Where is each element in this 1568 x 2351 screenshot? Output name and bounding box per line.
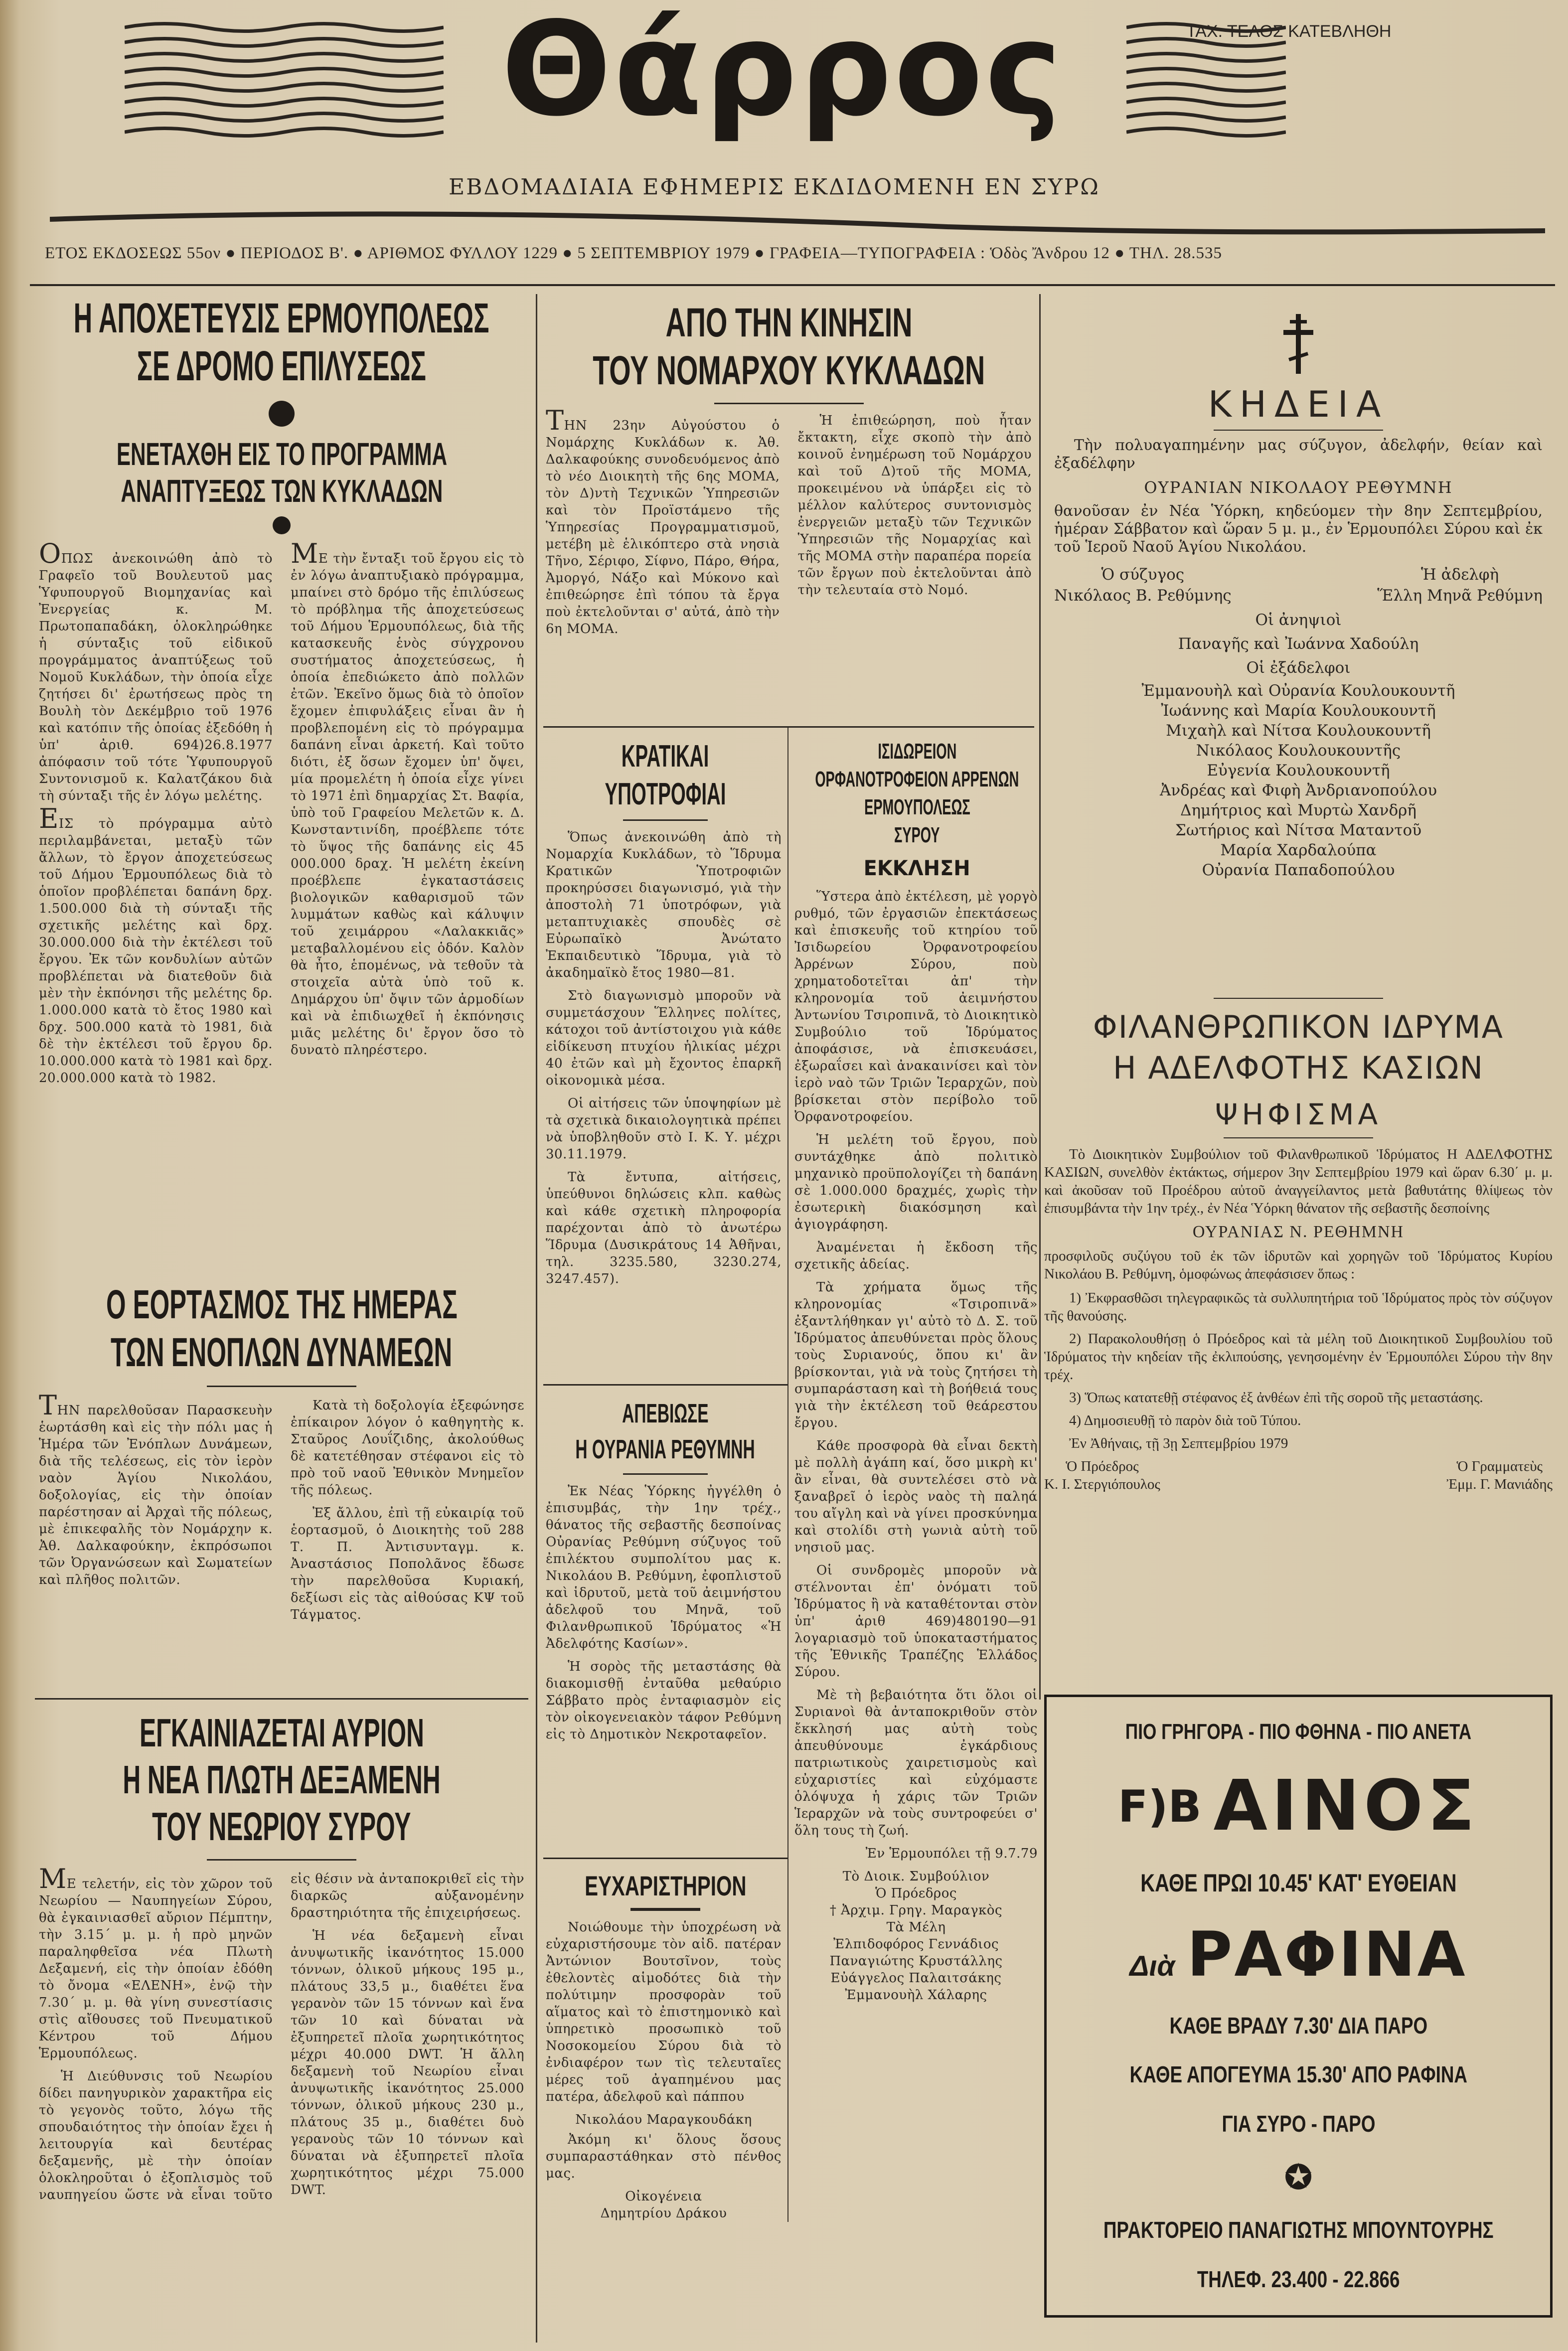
subhead-line: ΕΝΕΤΑΧΘΗ ΕΙΣ ΤΟ ΠΡΟΓΡΑΜΜΑ bbox=[116, 436, 447, 472]
subhead: ΕΚΚΛΗΣΗ bbox=[863, 856, 971, 880]
cousin: Ἀνδρέας καὶ Φιφὴ Ἀνδριανοπούλου bbox=[1159, 782, 1437, 799]
divider bbox=[623, 1473, 708, 1475]
signature: Ἐμμανουὴλ Χάλαρης bbox=[845, 1988, 987, 2003]
article-orphanage-appeal bbox=[787, 728, 1040, 2222]
masthead-rule bbox=[50, 207, 1545, 237]
divider bbox=[543, 1858, 787, 1859]
paragraph: ΜΕ τελετήν, εἰς τὸν χῶρον τοῦ Νεωρίου — Ναυπηγείων Σύρου, θὰ ἐγκαινιασθεῖ αὔριον Πέμπτην, τὴν 3.15΄ μ. μ. ἡ πρὸ μηνῶν παραληφθεῖσα νέα Πλωτὴ Δεξαμενή, εἰς τὴν ὁποίαν ἐδόθη τὸ ὄνομα «ΕΛΕΝΗ», ἐνῷ τὴν 7.30΄ μ. μ. θὰ γίνη συνεστίασις στὶς αἴθουσες τοῦ Πνευματικοῦ Κέντρου τοῦ Δήμου Ἑρμουπόλεως. bbox=[39, 1863, 273, 2061]
headline-line: ΙΣΙΔΩΡΕΙΟΝ bbox=[878, 739, 956, 764]
resolution-subhead: ΨΗΦΙΣΜΑ bbox=[1215, 1097, 1382, 1131]
divider bbox=[543, 1384, 787, 1386]
paragraph: Οἱ αἰτήσεις τῶν ὑποψηφίων μὲ τὰ σχετικὰ δικαιολογητικὰ πρέπει νὰ ὑποβληθοῦν στὸ Ι. Κ. Υ. μέχρι 30.11.1979. bbox=[546, 1096, 782, 1162]
nephews-names: Παναγῆς καὶ Ἰωάννα Χαδούλη bbox=[1178, 635, 1419, 653]
paragraph: Νοιώθουμε τὴν ὑποχρέωση νὰ εὐχαριστήσουμε τὸν αἰδ. πατέραν Ἀντώνιον Βουτσῖνον, τοὺς ἐθελοντὲς αἱμοδότες διὰ τὴν πολύτιμην προσφορὰν τοῦ αἵματος καὶ τὸ ἐπιστημονικὸ καὶ ὑπηρετικὸ προσωπικὸ τοῦ Νοσοκομείου Σύρου διὰ τὸ ἐνδιαφέρον των τὶς τελευταῖες μέρες τοῦ ἀγαπημένου μας πατέρα, ἀδελφοῦ καὶ πάππου bbox=[546, 1920, 782, 2104]
resolution-text: προσφιλοῦς συζύγου τοῦ ἐκ τῶν ἱδρυτῶν καὶ χορηγῶν τοῦ Ἱδρύματος Κυρίου Νικολάου Β. Ρεθύμνη, ὁμοφώνως ἀπεφάσισεν ὅπως : bbox=[1044, 1248, 1553, 1282]
signature: Ἐλπιδοφόρος Γεννάδιος bbox=[833, 1937, 999, 1952]
deceased-name: ΟΥΡΑΝΙΑΝ ΝΙΚΟΛΑΟΥ ΡΕΘΥΜΝΗ bbox=[1144, 478, 1453, 497]
signature: Οἰκογένεια bbox=[625, 2189, 702, 2204]
headline-line: ΤΟΥ ΝΕΩΡΙΟΥ ΣΥΡΟΥ bbox=[152, 1804, 411, 1849]
deceased-name: Νικολάου Μαραγκουδάκη bbox=[575, 2112, 752, 2127]
paragraph: Ἡ σορὸς τῆς μεταστάσης θὰ διακομισθῇ ἐνταῦθα μεθαύριο Σάββατο πρὸς ἐνταφιασμὸν εἰς τὸν οἰκογενειακὸν τάφον Ρεθύμνη εἰς τὸ Δημοτικὸν Νεκροταφεῖον. bbox=[546, 1659, 782, 1742]
headline-line: ΦΙΛΑΝΘΡΩΠΙΚΟΝ ΙΔΡΥΜΑ bbox=[1093, 1009, 1504, 1045]
column-divider bbox=[536, 294, 537, 2343]
nephews-label: Οἱ ἀνηψιοὶ bbox=[1255, 611, 1342, 629]
resolution-item: 1) Ἐκφρασθῶσι τηλεγραφικῶς τὰ συλλυπητήρια τοῦ Ἱδρύματος πρὸς τὸν σύζυγον τῆς θανούσης. bbox=[1044, 1290, 1553, 1324]
paragraph: Ἡ ἐπιθεώρηση, ποὺ ἦταν ἔκτακτη, εἶχε σκοπὸ τὴν ἀπὸ κοινοῦ ἐνημέρωση τοῦ Νομάρχου καὶ τοῦ Δ)τοῦ τῆς ΜΟΜΑ, προκειμένου νὰ ὑπάρξει εἰς τὸ μέλλον καλύτερος συντονισμὸς ἐνεργειῶν μεταξὺ τῶν Τεχνικῶν Ὑπηρεσιῶν τῆς Νομαρχίας καὶ τῆς ΜΟΜΑ στὴν παραπέρα πορεία τῶν ἔργων ποὺ ἐκτελοῦνται ἀπὸ τὴν τελευταία στὸ Νομό. bbox=[797, 413, 1032, 598]
ad-schedule: ΓΙΑ ΣΥΡΟ - ΠΑΡΟ bbox=[1222, 2111, 1375, 2137]
divider bbox=[1214, 998, 1383, 999]
headline-line: ΤΟΥ ΝΟΜΑΡΧΟΥ ΚΥΚΛΑΔΩΝ bbox=[592, 348, 985, 393]
paragraph: Κάθε προσφορὰ θὰ εἶναι δεκτὴ μὲ πολλὴ ἀγάπη καί, ὅσο μικρὴ κι' ἂν εἶναι, θὰ συντελέσει στὸ νὰ ξαναβρεῖ ὁ ἱερὸς ναὸς τὴ παληά του αἴγλη καὶ νὰ γίνει προσκύνημα καὶ στολίδι στὴ γωνιὰ αὐτὴ τοῦ νησιοῦ μας. bbox=[794, 1438, 1038, 1555]
ship-name: ΑΙΝΟΣ bbox=[1213, 1765, 1479, 1847]
funeral-notice bbox=[1044, 314, 1553, 1007]
ad-schedule: ΚΑΘΕ ΑΠΟΓΕΥΜΑ 15.30' ΑΠΟ ΡΑΦΙΝΑ bbox=[1129, 2061, 1467, 2088]
resolution-item: 3) Ὅπως κατατεθῇ στέφανος ἐξ ἀνθέων ἐπὶ τῆς σοροῦ τῆς μεταστάσης. bbox=[1069, 1390, 1483, 1406]
ad-schedule: ΚΑΘΕ ΠΡΩΙ 10.45' ΚΑΤ' ΕΥΘΕΙΑΝ bbox=[1140, 1869, 1457, 1897]
article-armed-forces-day bbox=[35, 1281, 528, 1710]
cousin: Ἐμμανουὴλ καὶ Οὐρανία Κουλουκουντῆ bbox=[1141, 682, 1455, 700]
president-label: Ὁ Πρόεδρος bbox=[1066, 1458, 1139, 1474]
headline: ΕΥΧΑΡΙΣΤΗΡΙΟΝ bbox=[584, 1870, 747, 1901]
masthead-wave-left-icon bbox=[125, 20, 444, 145]
divider bbox=[1224, 1137, 1373, 1138]
spouse-name: Νικόλαος Β. Ρεθύμνης bbox=[1054, 587, 1232, 605]
paragraph: Ἡ Διεύθυνσις τοῦ Νεωρίου δίδει πανηγυρικὸν χαρακτῆρα εἰς τὸ γεγονὸς τοῦτο, λόγω τῆς σπουδαιότητος τὴν ὁποίαν ἔχει ἡ λειτουργία καὶ δευτέρας δεξαμενῆς, μὲ τὴν ὁποίαν ὁλοκληροῦται ὁ ἐξοπλισμὸς τοῦ ναυπηγείου ὥστε νὰ εἶναι τοῦτο εἰς θέσιν νὰ ἀνταποκριθεῖ εἰς τὴν διαρκῶς αὐξανομένην δραστηριότητα τῆς ἐπιχειρήσεως. bbox=[39, 1872, 524, 2202]
resolution-date: Ἐν Ἀθήναις, τῇ 3ῃ Σεπτεμβρίου 1979 bbox=[1069, 1435, 1288, 1451]
spouse-label: Ὁ σύζυγος bbox=[1101, 566, 1185, 584]
article-thanks bbox=[543, 1869, 787, 2222]
company-logo: F)B bbox=[1118, 1780, 1202, 1832]
newspaper-title: Θάρρος bbox=[501, 0, 1064, 145]
article-sewage bbox=[35, 294, 528, 1281]
secretary-label: Ὁ Γραμματεὺς bbox=[1456, 1458, 1543, 1474]
headline-line: Η ΑΔΕΛΦΟΤΗΣ ΚΑΣΙΩΝ bbox=[1112, 1050, 1484, 1086]
signature: Εὐάγγελος Παλαιτσάκης bbox=[830, 1971, 1002, 1986]
headline-line: ΟΡΦΑΝΟΤΡΟΦΕΙΟΝ ΑΡΡΕΝΩΝ bbox=[815, 767, 1019, 791]
ferry-advertisement bbox=[1044, 1695, 1553, 2318]
article-nomarch bbox=[543, 299, 1034, 728]
paragraph: Τὰ ἔντυπα, αἰτήσεις, ὑπεύθυνοι δηλώσεις κλπ. καθὼς καὶ κάθε σχετικὴ πληροφορία παρέχονται ἀπὸ τὸ ἀνωτέρω Ἵδρυμα (Δυσικράτους 14 Ἀθῆναι, τηλ. 3235.580, 3230.274, 3247.457). bbox=[546, 1170, 782, 1286]
divider bbox=[35, 1698, 528, 1700]
headline-line: ΣΥΡΟΥ bbox=[894, 823, 940, 847]
paragraph: ΟΠΩΣ ἀνεκοινώθη ἀπὸ τὸ Γραφεῖο τοῦ Βουλευτοῦ μας Ὑφυπουργοῦ Βιομηχανίας καὶ Ἐνεργείας κ. Μ. Πρωτοπαπαδάκη, ὁλοκληρώθηκε ἡ σύνταξις τοῦ εἰδικοῦ προγράμματος ἀναπτύξεως τοῦ Νομοῦ Κυκλάδων, τὴν ὁποία εἶχε ζητήσει δι' ἐρωτήσεως πρὸς τη Βουλὴ τὸν Δεκέμβριο τοῦ 1976 καὶ κατόπιν τῆς ὁποίας ἐξεδόθη ἡ ὑπ' ἀριθ. 694)26.8.1977 ἀπόφασιν τοῦ τότε Ὑφυπουργοῦ Συντονισμοῦ κ. Καλατζάκου διὰ τὴ σύνταξι τῆς ἐν λόγω μελέτης. bbox=[39, 538, 273, 803]
bullet-icon bbox=[269, 401, 295, 427]
headline-line: Η ΑΠΟΧΕΤΕΥΣΙΣ ΕΡΜΟΥΠΟΛΕΩΣ bbox=[74, 295, 489, 341]
paragraph: Στὸ διαγωνισμὸ μποροῦν νὰ συμμετάσχουν Ἕλληνες πολίτες, κάτοχοι τοῦ ἀντίστοιχου γιὰ κάθε εἰδίκευση πτυχίου ἡλικίας μέχρι 40 ἐτῶν καὶ μὴ ἔχοντος ἐπαρκῆ οἰκονομικὰ μέσα. bbox=[546, 988, 782, 1088]
paragraph: Ὕστερα ἀπὸ ἐκτέλεση, μὲ γοργὸ ρυθμό, τῶν ἐργασιῶν ἐπεκτάσεως καὶ ἐπισκευῆς τοῦ κτηρίου τοῦ Ἰσιδωρείου Ὀρφανοτροφείου Ἀρρένων Σύρου, ποὺ χρηματοδοτεῖται ἀπ' τὴν κληρονομία τοῦ ἀειμνήστου Ἀντωνίου Τσιροπινᾶ, τὸ Διοικητικὸ Συμβούλιο τοῦ Ἱδρύματος ἀποφάσισε, νὰ ἐπισκευάσει, ἐξωραΐσει καὶ ἀνακαινίσει καὶ τὸν ἱερὸ ναὸ τῶν Τριῶν Ἱεραρχῶν, ποὺ βρίσκεται στὸν περίβολο τοῦ Ὀρφανοτροφείου. bbox=[794, 889, 1038, 1124]
paragraph: Ἀκόμη κι' ὅλους ὅσους συμπαραστάθηκαν στὸ πένθος μας. bbox=[546, 2132, 782, 2181]
ad-schedule: ΚΑΘΕ ΒΡΑΔΥ 7.30' ΔΙΑ ΠΑΡΟ bbox=[1169, 2012, 1427, 2038]
postage-paid: ΤΑΧ. ΤΕΛΟΣ ΚΑΤΕΒΛΗΘΗ bbox=[1186, 22, 1392, 41]
signature: Ὁ Πρόεδρος bbox=[875, 1886, 957, 1901]
signature: † Ἀρχιμ. Γρηγ. Μαραγκὸς bbox=[829, 1903, 1003, 1918]
cousin: Οὐρανία Παπαδοπούλου bbox=[1202, 861, 1395, 879]
ad-agency: ΠΡΑΚΤΟΡΕΙΟ ΠΑΝΑΓΙΩΤΗΣ ΜΠΟΥΝΤΟΥΡΗΣ bbox=[1103, 2217, 1494, 2243]
funeral-details: θανοῦσαν ἐν Νέα Ὑόρκη, κηδεύομεν τὴν 8ην Σεπτεμβρίου, ἡμέραν Σάββατον καὶ ὥραν 5 μ. μ., ἐν Ἑρμουπόλει Σύρου καὶ ἐκ τοῦ Ἱεροῦ Ναοῦ Ἁγίου Νικολάου. bbox=[1054, 502, 1543, 556]
headline-line: ΑΠΟ ΤΗΝ ΚΙΝΗΣΙΝ bbox=[665, 300, 912, 345]
headline-line: Ο ΕΟΡΤΑΣΜΟΣ ΤΗΣ ΗΜΕΡΑΣ bbox=[106, 1282, 458, 1327]
divider bbox=[623, 819, 708, 821]
header-divider bbox=[30, 284, 1555, 286]
headline-line: ΕΡΜΟΥΠΟΛΕΩΣ bbox=[864, 795, 970, 819]
article-death-notice bbox=[543, 1396, 787, 1869]
paragraph: Ἡ μελέτη τοῦ ἔργου, ποὺ συντάχθηκε ἀπὸ πολιτικὸ μηχανικὸ προϋπολογίζει τὴ δαπάνη σὲ 1.000.000 δραχμές, χωρὶς τὴν ἐσωτερικὴ διακόσμηση καὶ ἁγιογράφηση. bbox=[794, 1132, 1038, 1232]
ad-destination: ΡΑΦΙΝΑ bbox=[1187, 1918, 1467, 1991]
cousin: Νικόλαος Κουλουκουντῆς bbox=[1196, 742, 1401, 760]
cousin: Δημήτριος καὶ Μυρτὼ Χανδρῆ bbox=[1180, 801, 1416, 819]
divider bbox=[1214, 430, 1383, 431]
paragraph: Κατὰ τὴ δοξολογία ἐξεφώνησε ἐπίκαιρον λόγον ὁ καθηγητὴς κ. Σταῦρος Λουΐζιδης, ἀκολούθως δὲ κατετέθησαν στέφανοι εἰς τὸ πρὸ τοῦ ναοῦ Ἐθνικὸν Μνημεῖον τῆς πόλεως. bbox=[291, 1398, 524, 1498]
headline-line: ΥΠΟΤΡΟΦΙΑΙ bbox=[605, 777, 726, 811]
cousin: Εὐγενία Κουλουκουντῆ bbox=[1207, 762, 1390, 780]
issue-info: ΕΤΟΣ ΕΚΔΟΣΕΩΣ 55ον ● ΠΕΡΙΟΔΟΣ Β'. ● ΑΡΙΘΜΟΣ ΦΥΛΛΟΥ 1229 ● 5 ΣΕΠΤΕΜΒΡΙΟΥ 1979 ● ΓΡΑΦΕΙΑ—ΤΥΠΟΓΡΑΦΕΙΑ : Ὁδὸς Ἄνδρου 12 ● ΤΗΛ. 28.535 bbox=[45, 244, 1222, 262]
signature: Παναγιώτης Κρυστάλλης bbox=[829, 1954, 1003, 1969]
paragraph: ΤΗΝ παρελθοῦσαν Παρασκευὴν ἑωρτάσθη καὶ εἰς τὴν πόλι μας ἡ Ἡμέρα τῶν Ἐνόπλων Δυνάμεων, διὰ τῆς τελέσεως, εἰς τὸν ἱερὸν ναὸν Ἁγίου Νικολάου, δοξολογίας, εἰς τὴν ὁποίαν παρέστησαν αἱ Ἀρχαὶ τῆς πόλεως, μὲ ἐπικεφαλῆς τὸν Νομάρχην κ. Ἀθ. Δαλκαφούκην, ἐκπρόσωποι τῶν Ὀργανώσεων καὶ Σωματείων καὶ πλῆθος πολιτῶν. bbox=[39, 1390, 273, 1587]
paragraph: Τὰ χρήματα ὅμως τῆς κληρονομίας «Τσιροπινᾶ» ἐξαντλήθηκαν γι' αὐτὸ τὸ Δ. Σ. τοῦ Ἱδρύματος ἀπευθύνεται πρὸς ὅλους τοὺς Συριανούς, ὅπου κι' ἂν βρίσκονται, γιὰ νὰ τοὺς ζητήσει τὴ συμπαράσταση καὶ τὴ βοήθειά τους γιὰ τὴν ἐκτέλεση τοῦ θεάρεστου ἔργου. bbox=[794, 1280, 1038, 1430]
cousins-label: Οἱ ἐξάδελφοι bbox=[1246, 659, 1351, 677]
sister-name: Ἕλλη Μηνᾶ Ρεθύμνη bbox=[1377, 587, 1543, 605]
divider bbox=[630, 1908, 700, 1911]
article-scholarships bbox=[543, 738, 787, 1396]
headline-line: ΑΠΕΒΙΩΣΕ bbox=[622, 1399, 709, 1428]
paragraph: Ἐξ ἄλλου, ἐπὶ τῇ εὐκαιρίᾳ τοῦ ἑορτασμοῦ, ὁ Διοικητὴς τοῦ 288 Τ. Π. Ἀντισυνταγμ. κ. Ἀναστάσιος Ποπολᾶνος ἔδωσε τὴν παρελθοῦσα Κυριακή, δεξίωσι εἰς τὰς αἰθούσας ΚΨ τοῦ Τάγματος. bbox=[291, 1506, 524, 1622]
star-icon: ✪ bbox=[1284, 2158, 1312, 2195]
newspaper-subtitle: ΕΒΔΟΜΑΔΙΑΙΑ ΕΦΗΜΕΡΙΣ ΕΚΔΙΔΟΜΕΝΗ ΕΝ ΣΥΡΩ bbox=[449, 174, 1100, 200]
divider bbox=[207, 1859, 356, 1861]
ad-phone: ΤΗΛΕΦ. 23.400 - 22.866 bbox=[1197, 2266, 1400, 2293]
paragraph: ΕΙΣ τὸ πρόγραμμα αὐτὸ περιλαμβάνεται, μεταξὺ τῶν ἄλλων, τὸ ἔργον ἀποχετεύσεως τοῦ Δήμου Ἑρμουπόλεως διὰ τὸ ὁποῖον προβλέπεται δαπάνη δρχ. 1.500.000 διὰ τὴ σύνταξι τῆς σχετικῆς μελέτης καὶ δρχ. 30.000.000 διὰ τὴν ἐκτέλεσι τοῦ ἔργου. Ἐκ τῶν κονδυλίων αὐτῶν προβλέπεται νὰ διατεθοῦν διὰ μὲν τὴν ἐκπόνησι τῆς μελέτης δρ. 1.000.000 κατὰ τὸ ἔτος 1980 καὶ δρχ. 500.000 κατὰ τὸ 1981, διὰ δὲ τὴν ἐκτέλεσι τοῦ ἔργου δρ. 10.000.000 κατὰ τὸ 1981 καὶ δρχ. 20.000.000 κατὰ τὸ 1982. bbox=[39, 803, 273, 1086]
resolution-intro: Τὸ Διοικητικὸν Συμβούλιον τοῦ Φιλανθρωπικοῦ Ἱδρύματος Η ΑΔΕΛΦΟΤΗΣ ΚΑΣΙΩΝ, συνελθὸν ἐκτάκτως, σήμερον 3ην Σεπτεμβρίου 1979 καὶ ὥραν 6.30΄ μ. μ. καὶ ἀκοῦσαν τοῦ Προέδρου αὐτοῦ ἀναγγείλαντος μετὰ βαθυτάτης θλίψεως τὸν ἐπισυμβάντα τὴν 1ην τρέχ., ἐν Νέα Ὑόρκη θάνατον τῆς σεβαστῆς δεσποίνης bbox=[1044, 1146, 1553, 1216]
paragraph: ΜΕ τὴν ἔνταξι τοῦ ἔργου εἰς τὸ ἐν λόγω ἀναπτυξιακὸ πρόγραμμα, μπαίνει στὸ δρόμο τῆς ἐπιλύσεως τὸ πρόβλημα τῆς ἀποχετεύσεως τοῦ Δήμου Ἑρμουπόλεως, διὰ τῆς κατασκευῆς ἑνὸς σύγχρονου συστήματος ἀποχετεύσεως, ἡ ὁποία ἐπεδιώκετο ἀπὸ πολλῶν ἐτῶν. Ἐκεῖνο ὅμως διὰ τὸ ὁποῖον ἔχομεν ἐπιφυλάξεις εἶναι ἂν ἡ προβλεπομένη εἰς τὸ πρόγραμμα δαπάνη εἶναι ἀρκετή. Καὶ τοῦτο διότι, ἐξ ὅσων ἔχομεν ὑπ' ὄψει, μία προμελέτη ἡ ὁποία εἶχε γίνει τὸ 1971 ἐπὶ δημαρχίας Στ. Βαφία, ὑπὸ τοῦ Γραφείου Μελετῶν κ. Δ. Κωνσταντινίδη, προέβλεπε τότε τὸ ὕψος τῆς δαπάνης εἰς 45 000.000 δραχ. Ἡ μελέτη ἐκείνη προέβλεπε ἐγκαταστάσεις βιολογικῶν καθαρισμοῦ τῶν λυμμάτων καθὼς καὶ κάλυψιν τοῦ χειμάρρου «Λαλακκιᾶς» μεταβαλλομένου εἰς ὁδόν. Καλὸν θὰ ἦτο, ἑπομένως, νὰ τεθοῦν τὰ στοιχεῖα αὐτὰ ὑπὸ τοῦ κ. Δημάρχου ὑπ' ὄψιν τῶν ἁρμοδίων καὶ νὰ ἐπιδιωχθεῖ ἡ ἐκπόνησις μιᾶς μελέτης δι' ἔργον ὅσο τὸ δυνατὸ πληρέστερο. bbox=[291, 538, 524, 1058]
headline-line: Η ΝΕΑ ΠΛΩΤΗ ΔΕΞΑΜΕΝΗ bbox=[123, 1757, 441, 1802]
cousin: Μιχαὴλ καὶ Νίτσα Κουλουκουντῆ bbox=[1166, 722, 1431, 740]
signature: Τὸ Διοικ. Συμβούλιον bbox=[842, 1869, 990, 1884]
charity-resolution bbox=[1044, 1007, 1553, 1695]
orthodox-cross-icon bbox=[1281, 314, 1316, 374]
subhead-line: ΑΝΑΠΤΥΞΕΩΣ ΤΩΝ ΚΥΚΛΑΔΩΝ bbox=[120, 473, 443, 509]
divider bbox=[207, 1386, 356, 1387]
headline-line: ΤΩΝ ΕΝΟΠΛΩΝ ΔΥΝΑΜΕΩΝ bbox=[111, 1330, 453, 1375]
deceased-name: ΟΥΡΑΝΙΑΣ Ν. ΡΕΘΗΜΝΗ bbox=[1192, 1223, 1405, 1241]
cousin: Μαρία Χαρδαλούπα bbox=[1220, 841, 1377, 859]
paragraph: Ἡ νέα δεξαμενὴ εἶναι ἀνυψωτικῆς ἱκανότητος 15.000 τόννων, ὁλικοῦ μήκους 195 μ., πλάτους 33,5 μ., διαθέτει ἕνα γερανὸν τῶν 15 τόννων καὶ ἕνα τῶν 10 καὶ δύναται νὰ ἐξυπηρετεῖ πλοῖα χωρητικότητος μέχρι 40.000 DWT. Ἡ ἄλλη δεξαμενὴ τοῦ Νεωρίου εἶναι ἀνυψωτικῆς ἱκανότητος 25.000 τόννων, ὁλικοῦ μήκους 230 μ., πλάτους 35 μ., διαθέτει δυὸ γερανοὺς τῶν 10 τόννων καὶ δύναται νὰ ἐξυπηρετεῖ πλοῖα χωρητικότητος μέχρι 75.000 DWT. bbox=[291, 1928, 524, 2197]
paragraph: Ἐκ Νέας Ὑόρκης ἠγγέλθη ὁ ἐπισυμβάς, τὴν 1ην τρέχ., θάνατος τῆς σεβαστῆς δεσποίνας Οὐρανίας Ρεθύμνη σύζυγος τοῦ ἐπιλέκτου συμπολίτου μας κ. Νικολάου Β. Ρεθύμνη, ἐφοπλιστοῦ καὶ ἱδρυτοῦ, μετὰ τοῦ ἀειμνήστου ἀδελφοῦ του Μηνᾶ, τοῦ Φιλανθρωπικοῦ Ἱδρύματος «Ἡ Ἀδελφότης Κασίων». bbox=[546, 1484, 782, 1651]
ad-tagline: ΠΙΟ ΓΡΗΓΟΡΑ - ΠΙΟ ΦΘΗΝΑ - ΠΙΟ ΑΝΕΤΑ bbox=[1125, 1719, 1472, 1744]
divider bbox=[714, 403, 864, 404]
president-name: Κ. Ι. Στεργιόπουλος bbox=[1044, 1476, 1160, 1492]
funeral-intro: Τὴν πολυαγαπημένην μας σύζυγον, ἀδελφήν, θείαν καὶ ἐξαδέλφην bbox=[1054, 437, 1543, 472]
signature: Δημητρίου Δράκου bbox=[600, 2206, 727, 2221]
funeral-headline: ΚΗΔΕΙΑ bbox=[1208, 383, 1389, 425]
bullet-icon bbox=[273, 516, 291, 534]
paragraph: Οἱ συνδρομὲς μποροῦν νὰ στέλνονται ἐπ' ὀνόματι τοῦ Ἱδρύματος ἢ νὰ καταθέτονται στὸν ὑπ' ἀριθ 469)480190—91 λογαριασμὸ τοῦ ὑποκαταστήματος τῆς Ἐθνικῆς Τραπέζης Ἑλλάδος Σύρου. bbox=[794, 1563, 1038, 1680]
resolution-item: 4) Δημοσιευθῇ τὸ παρὸν διὰ τοῦ Τύπου. bbox=[1069, 1412, 1301, 1428]
cousin: Σωτήριος καὶ Νίτσα Ματαντοῦ bbox=[1175, 821, 1422, 839]
headline-line: Η ΟΥΡΑΝΙΑ ΡΕΘΥΜΝΗ bbox=[575, 1434, 756, 1464]
secretary-name: Ἐμμ. Γ. Μανιάδης bbox=[1446, 1476, 1553, 1492]
article-floating-dock bbox=[35, 1710, 528, 2204]
headline-line: ΚΡΑΤΙΚΑΙ bbox=[622, 739, 709, 774]
paragraph: ΤΗΝ 23ην Αὐγούστου ὁ Νομάρχης Κυκλάδων κ. Ἀθ. Δαλκαφούκης συνοδευόμενος ἀπὸ τὸ νέο Διοικητὴ τῆς 6ης ΜΟΜΑ, τὸν Δ)ντὴ Τεχνικῶν Ὑπηρεσιῶν καὶ τὸν Προϊστάμενο τῆς Ὑπηρεσίας Προγραμματισμοῦ, μετέβη μὲ ἑλικόπτερο στὰ νησιὰ Τῆνο, Σέριφο, Σίφνο, Πάρο, Θήρα, Ἀμοργό, Νάξο καὶ Μύκονο καὶ ἐπιθεώρησε ἐπὶ τόπου τὰ ἔργα ποὺ ἐκτελοῦνται σ' αὐτά, ἀπὸ τὴν 6η ΜΟΜΑ. bbox=[546, 405, 780, 636]
headline-line: ΕΓΚΑΙΝΙΑΖΕΤΑΙ ΑΥΡΙΟΝ bbox=[139, 1711, 424, 1755]
resolution-item: 2) Παρακολουθήσῃ ὁ Πρόεδρος καὶ τὰ μέλη τοῦ Διοικητικοῦ Συμβουλίου τοῦ Ἱδρύματος τὴν κηδείαν τῆς ἐκλιπούσης, γενησομένην ἐν Ἑρμουπόλει Σύρου τὴν 8ην τρέχ. bbox=[1044, 1331, 1553, 1383]
paragraph: Ἀναμένεται ἡ ἔκδοση τῆς σχετικῆς ἀδείας. bbox=[794, 1240, 1038, 1272]
ad-via: Διὰ bbox=[1129, 1949, 1175, 1982]
headline-line: ΣΕ ΔΡΟΜΟ ΕΠΙΛΥΣΕΩΣ bbox=[137, 342, 427, 389]
signature: Τὰ Μέλη bbox=[886, 1920, 946, 1935]
sister-label: Ἡ ἀδελφὴ bbox=[1421, 566, 1499, 584]
paragraph: Μὲ τὴ βεβαιότητα ὅτι ὅλοι οἱ Συριανοὶ θὰ ἀνταποκριθοῦν στὸν ἔκκλησή μας αὐτὴ τοὺς ἀπευθύνουμε ἐγκάρδιους πατριωτικοὺς χαιρετισμοὺς καὶ εὐχαριστίες καὶ εὐχόμαστε ὁλόψυχα ἡ χάρις τῶν Τριῶν Ἱεραρχῶν νὰ τοὺς συντροφεύει σ' ὅλη τους τὴ ζωή. bbox=[794, 1688, 1038, 1838]
paragraph: Ὅπως ἀνεκοινώθη ἀπὸ τὴ Νομαρχία Κυκλάδων, τὸ Ἵδρυμα Κρατικῶν Ὑποτροφιῶν προκηρύσσει διαγωνισμό, γιὰ τὴν ἀποστολὴ 71 ὑποτρόφων, γιὰ μεταπτυχιακὲς σπουδὲς σὲ Εὐρωπαϊκὸ Ἀνώτατο Ἐκπαιδευτικὸ Ἵδρυμα, γιὰ τὸ ἀκαδημαϊκὸ ἔτος 1980—81. bbox=[546, 830, 782, 980]
cousin: Ἰωάννης καὶ Μαρία Κουλουκουντῆ bbox=[1161, 702, 1436, 720]
date: Ἐν Ἑρμουπόλει τῇ 9.7.79 bbox=[865, 1846, 1038, 1861]
